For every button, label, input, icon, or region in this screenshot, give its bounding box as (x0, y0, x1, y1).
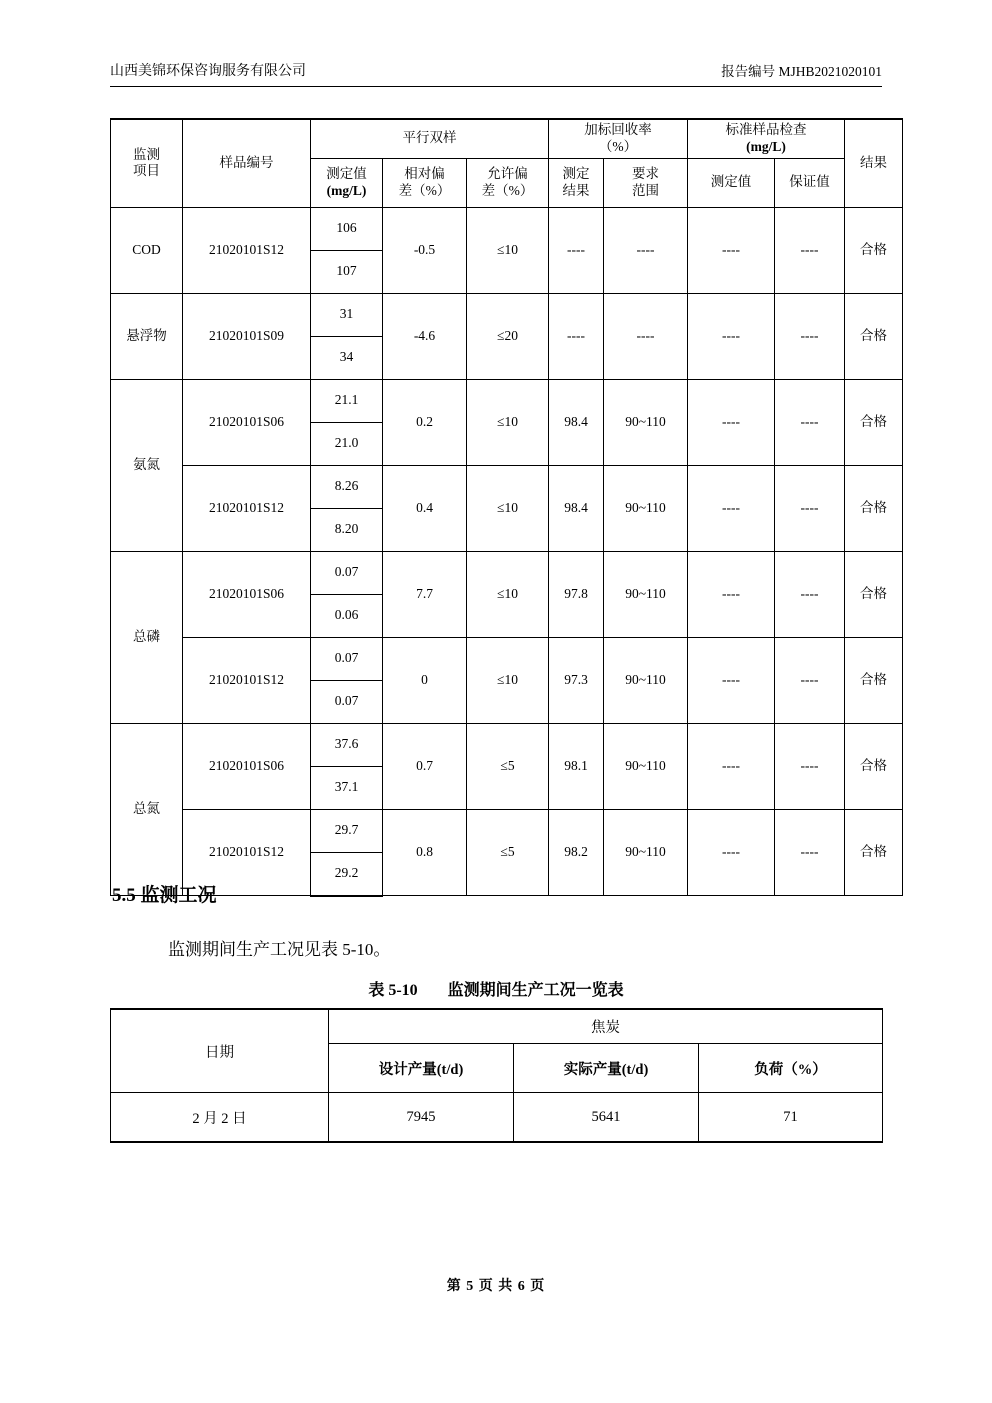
qc-item-name: COD (111, 207, 183, 293)
qc-allowed-dev: ≤10 (467, 465, 549, 551)
condition-header-design: 设计产量(t/d) (329, 1044, 514, 1093)
section-title: 5.5 监测工况 (112, 885, 217, 906)
qc-header-reldev-line1: 相对偏 (404, 165, 445, 181)
condition-design: 7945 (329, 1093, 514, 1143)
condition-header-actual: 实际产量(t/d) (514, 1044, 699, 1093)
qc-spike-result: 97.8 (549, 551, 604, 637)
qc-header-measured-value (311, 158, 383, 207)
table-caption-text: 监测期间生产工况一览表 (447, 982, 624, 999)
condition-table-wrapper (110, 1008, 882, 1143)
qc-std-measured: ---- (688, 465, 775, 551)
qc-measured-value: 106 (311, 207, 383, 250)
qc-std-measured: ---- (688, 293, 775, 379)
qc-header-spike-recovery (549, 119, 688, 158)
condition-date: 2 月 2 日 (111, 1093, 329, 1143)
table-row (111, 379, 903, 422)
page-footer (0, 1275, 992, 1295)
qc-allowed-dev: ≤10 (467, 551, 549, 637)
qc-measured-value: 0.07 (311, 551, 383, 594)
qc-std-measured: ---- (688, 551, 775, 637)
qc-header-standard-line2: (mg/L) (746, 138, 786, 154)
qc-item-name: 总磷 (111, 551, 183, 723)
condition-actual: 5641 (514, 1093, 699, 1143)
qc-table-wrapper (110, 118, 887, 897)
page-header (110, 60, 882, 87)
qc-measured-value: 0.07 (311, 680, 383, 723)
qc-header-item (111, 119, 183, 207)
qc-spike-range: 90~110 (604, 637, 688, 723)
qc-header-parallel: 平行双样 (311, 119, 549, 158)
qc-spike-result: 98.4 (549, 379, 604, 465)
qc-relative-dev: 0.8 (383, 809, 467, 896)
qc-allowed-dev: ≤10 (467, 637, 549, 723)
qc-measured-value: 37.1 (311, 766, 383, 809)
qc-header-item-line1: 监测 (133, 146, 160, 162)
qc-header-standard-line1: 标准样品检查 (725, 122, 807, 137)
qc-measured-value: 8.26 (311, 465, 383, 508)
qc-measured-value: 37.6 (311, 723, 383, 766)
qc-result: 合格 (845, 207, 903, 293)
qc-std-measured: ---- (688, 809, 775, 896)
qc-header-result: 结果 (845, 119, 903, 207)
table-row (111, 207, 903, 250)
table-row (111, 293, 903, 336)
qc-result: 合格 (845, 465, 903, 551)
qc-measured-value: 21.1 (311, 379, 383, 422)
qc-sample-no: 21020101S09 (183, 293, 311, 379)
qc-relative-dev: 0.4 (383, 465, 467, 551)
qc-result: 合格 (845, 637, 903, 723)
qc-header-standard-check (688, 119, 845, 158)
qc-item-name: 氨氮 (111, 379, 183, 551)
qc-header-std-guaranteed: 保证值 (775, 158, 845, 207)
qc-allowed-dev: ≤10 (467, 379, 549, 465)
qc-sample-no: 21020101S06 (183, 551, 311, 637)
condition-header-row-1 (111, 1009, 883, 1044)
qc-header-item-line2: 项目 (133, 163, 160, 179)
qc-spike-result: 97.3 (549, 637, 604, 723)
qc-std-guaranteed: ---- (775, 465, 845, 551)
condition-header-date: 日期 (111, 1009, 329, 1093)
qc-std-measured: ---- (688, 637, 775, 723)
qc-std-measured: ---- (688, 207, 775, 293)
qc-header-alldev-line2: 差（%） (481, 182, 534, 198)
qc-spike-range: ---- (604, 293, 688, 379)
qc-spike-result: 98.4 (549, 465, 604, 551)
qc-measured-value: 0.07 (311, 637, 383, 680)
qc-allowed-dev: ≤10 (467, 207, 549, 293)
table-row (111, 723, 903, 766)
header-company: 山西美锦环保咨询服务有限公司 (110, 64, 306, 79)
qc-sample-no: 21020101S06 (183, 723, 311, 809)
qc-measured-value: 0.06 (311, 594, 383, 637)
qc-header-measured-line2: (mg/L) (326, 182, 367, 198)
condition-load: 71 (699, 1093, 883, 1143)
qc-item-name: 悬浮物 (111, 293, 183, 379)
qc-std-guaranteed: ---- (775, 207, 845, 293)
qc-header-std-measured: 测定值 (688, 158, 775, 207)
qc-header-range-line1: 要求 (632, 165, 659, 181)
qc-allowed-dev: ≤5 (467, 809, 549, 896)
qc-header-spike-result (549, 158, 604, 207)
table-caption (0, 977, 992, 1000)
qc-spike-result: 98.1 (549, 723, 604, 809)
qc-measured-value: 107 (311, 250, 383, 293)
qc-spike-range: 90~110 (604, 551, 688, 637)
qc-header-measured-line1: 测定值 (326, 165, 367, 181)
qc-std-guaranteed: ---- (775, 379, 845, 465)
table-row (111, 637, 903, 680)
qc-spike-range: 90~110 (604, 465, 688, 551)
qc-relative-dev: 7.7 (383, 551, 467, 637)
table-row (111, 809, 903, 852)
qc-allowed-dev: ≤20 (467, 293, 549, 379)
condition-header-load: 负荷（%） (699, 1044, 883, 1093)
page-number-text: 第 5 页 共 6 页 (446, 1279, 546, 1294)
qc-header-alldev-line1: 允许偏 (487, 165, 528, 181)
qc-std-guaranteed: ---- (775, 551, 845, 637)
qc-header-range-line2: 范围 (632, 182, 659, 198)
qc-spike-result: 98.2 (549, 809, 604, 896)
table-row (111, 551, 903, 594)
qc-spike-range: 90~110 (604, 723, 688, 809)
qc-sample-no: 21020101S06 (183, 379, 311, 465)
qc-header-sample-no: 样品编号 (183, 119, 311, 207)
qc-measured-value: 21.0 (311, 422, 383, 465)
qc-result: 合格 (845, 293, 903, 379)
qc-relative-dev: -0.5 (383, 207, 467, 293)
qc-allowed-dev: ≤5 (467, 723, 549, 809)
qc-header-spikeres-line1: 测定 (562, 165, 590, 181)
section-paragraph: 监测期间生产工况见表 5-10。 (168, 940, 391, 959)
qc-measured-value: 29.7 (311, 809, 383, 852)
qc-header-reldev-line2: 差（%） (398, 182, 451, 198)
qc-std-guaranteed: ---- (775, 809, 845, 896)
qc-sample-no: 21020101S12 (183, 637, 311, 723)
qc-spike-range: 90~110 (604, 809, 688, 896)
qc-std-measured: ---- (688, 723, 775, 809)
qc-relative-dev: 0 (383, 637, 467, 723)
table-row (111, 465, 903, 508)
qc-std-guaranteed: ---- (775, 723, 845, 809)
qc-std-measured: ---- (688, 379, 775, 465)
qc-spike-range: 90~110 (604, 379, 688, 465)
qc-std-guaranteed: ---- (775, 293, 845, 379)
qc-measured-value: 31 (311, 293, 383, 336)
table-caption-number: 表 5-10 (368, 982, 418, 999)
qc-spike-range: ---- (604, 207, 688, 293)
qc-header-spike-range (604, 158, 688, 207)
qc-sample-no: 21020101S12 (183, 207, 311, 293)
qc-header-row-1 (111, 119, 903, 158)
qc-relative-dev: 0.7 (383, 723, 467, 809)
qc-header-relative-dev (383, 158, 467, 207)
qc-result: 合格 (845, 551, 903, 637)
condition-header-coke: 焦炭 (329, 1009, 883, 1044)
qc-result: 合格 (845, 809, 903, 896)
qc-relative-dev: 0.2 (383, 379, 467, 465)
qc-measured-value: 8.20 (311, 508, 383, 551)
qc-header-spikeres-line2: 结果 (562, 182, 590, 198)
qc-item-name: 总氮 (111, 723, 183, 896)
condition-table (110, 1008, 883, 1143)
table-row (111, 1093, 883, 1143)
qc-std-guaranteed: ---- (775, 637, 845, 723)
qc-sample-no: 21020101S12 (183, 809, 311, 896)
qc-header-spike-line1: 加标回收率 (584, 122, 652, 137)
qc-sample-no: 21020101S12 (183, 465, 311, 551)
qc-spike-result: ---- (549, 293, 604, 379)
qc-spike-result: ---- (549, 207, 604, 293)
qc-measured-value: 34 (311, 336, 383, 379)
qc-header-spike-line2: （%） (598, 138, 638, 154)
header-report-number: 报告编号 MJHB2021020101 (721, 64, 882, 79)
qc-relative-dev: -4.6 (383, 293, 467, 379)
qc-header-allowed-dev (467, 158, 549, 207)
qc-table (110, 118, 903, 897)
qc-result: 合格 (845, 723, 903, 809)
qc-measured-value: 29.2 (311, 852, 383, 896)
qc-result: 合格 (845, 379, 903, 465)
